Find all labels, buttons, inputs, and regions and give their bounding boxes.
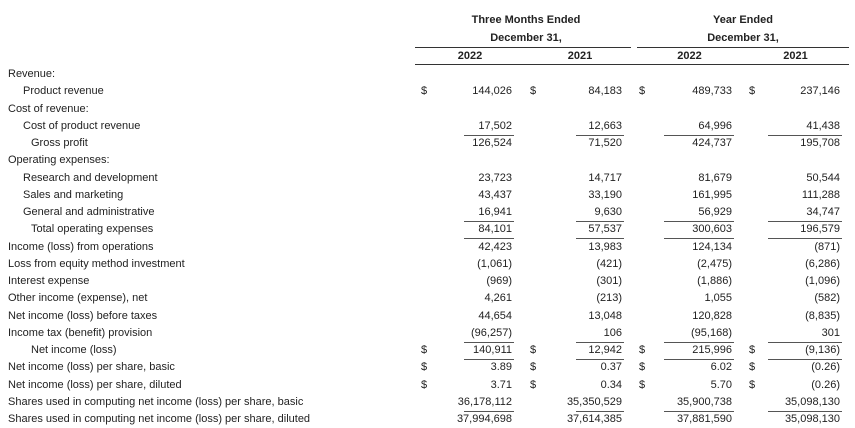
- cell-value: 12,942: [588, 344, 622, 356]
- group1-header-line2: December 31,: [490, 32, 562, 44]
- row-label: Income (loss) from operations: [8, 240, 154, 253]
- cell-value: (0.26): [811, 361, 840, 374]
- table-row: [0, 342, 855, 359]
- row-label: Net income (loss) per share, basic: [8, 361, 175, 374]
- cell-value: 106: [603, 326, 622, 339]
- dollar-sign: $: [749, 361, 756, 374]
- row-label: Gross profit: [31, 137, 88, 149]
- cell-value: (871): [814, 240, 840, 253]
- cell-value: (213): [596, 292, 622, 305]
- year-header-y-2021: 2021: [783, 50, 808, 62]
- cell-value: 16,941: [478, 206, 512, 218]
- year-header-q-2021: 2021: [567, 50, 593, 62]
- cell-value: (2,475): [697, 257, 732, 270]
- cell-value: 57,537: [588, 223, 622, 236]
- table-row: [0, 83, 855, 100]
- cell-value: (9,136): [805, 344, 840, 356]
- cell-value: 64,996: [698, 119, 732, 132]
- row-label: Total operating expenses: [31, 223, 154, 236]
- cell-value: 35,098,130: [784, 413, 840, 425]
- cell-value: 13,048: [588, 309, 622, 322]
- row-label: Product revenue: [23, 85, 104, 98]
- cell-value: (301): [596, 275, 622, 287]
- dollar-sign: $: [749, 85, 756, 98]
- table-row: [0, 239, 855, 256]
- cell-value: 0.37: [600, 361, 622, 374]
- dollar-sign: $: [749, 378, 756, 391]
- cell-value: 5.70: [710, 378, 732, 391]
- cell-value: 196,579: [800, 223, 840, 236]
- cell-value: 0.34: [600, 378, 622, 391]
- cell-value: 50,544: [806, 171, 840, 184]
- dollar-sign: $: [639, 361, 646, 374]
- row-label: Loss from equity method investment: [8, 257, 185, 270]
- cell-value: 23,723: [478, 171, 512, 184]
- cell-value: 161,995: [692, 188, 732, 201]
- cell-value: 81,679: [698, 171, 732, 184]
- row-label: Net income (loss) per share, diluted: [8, 378, 182, 391]
- cell-value: 34,747: [806, 206, 840, 218]
- cell-value: (1,096): [805, 275, 840, 287]
- cell-value: 12,663: [588, 119, 622, 132]
- group2-header-rule: [637, 47, 849, 48]
- cell-value: 111,288: [801, 188, 840, 201]
- cell-value: 42,423: [478, 240, 512, 253]
- cell-value: 44,654: [478, 309, 512, 322]
- table-row: [0, 308, 855, 325]
- cell-value: 33,190: [588, 188, 622, 201]
- row-label: Sales and marketing: [23, 188, 124, 201]
- cell-value: 144,026: [472, 85, 512, 98]
- cell-value: 14,717: [588, 171, 622, 184]
- cell-value: 4,261: [484, 292, 512, 305]
- row-label: Interest expense: [8, 275, 90, 287]
- cell-value: 35,350,529: [566, 395, 622, 408]
- cell-value: 140,911: [473, 344, 512, 356]
- cell-value: 56,929: [698, 206, 732, 218]
- cell-value: 36,178,112: [457, 395, 512, 408]
- table-row: [0, 377, 855, 394]
- dollar-sign: $: [421, 85, 428, 98]
- dollar-sign: $: [530, 85, 537, 98]
- cell-value: 3.71: [490, 378, 512, 391]
- table-row: [0, 187, 855, 204]
- year-header-rule: [415, 64, 849, 65]
- cell-value: 237,146: [800, 85, 840, 98]
- cell-value: 489,733: [692, 85, 732, 98]
- cell-value: 301: [821, 326, 840, 339]
- cell-value: (421): [596, 257, 622, 270]
- table-row: [0, 290, 855, 307]
- cell-value: 126,524: [472, 137, 512, 149]
- cell-value: 71,520: [588, 137, 622, 149]
- cell-value: 124,134: [692, 240, 732, 253]
- dollar-sign: $: [639, 344, 646, 356]
- row-label: General and administrative: [23, 206, 155, 218]
- year-header-q-2022: 2022: [457, 50, 483, 62]
- cell-value: 9,630: [594, 206, 622, 218]
- table-row: [0, 273, 855, 290]
- table-row: [0, 118, 855, 135]
- dollar-sign: $: [749, 344, 756, 356]
- cell-value: 35,098,130: [784, 395, 840, 408]
- table-row: [0, 411, 855, 428]
- dollar-sign: $: [421, 378, 428, 391]
- cell-value: 120,828: [692, 309, 732, 322]
- year-header-y-2022: 2022: [677, 50, 702, 62]
- table-row: [0, 256, 855, 273]
- cell-value: 6.02: [710, 361, 732, 374]
- dollar-sign: $: [530, 344, 537, 356]
- row-label: Operating expenses:: [8, 154, 110, 167]
- cell-value: (95,168): [691, 326, 732, 339]
- cell-value: 84,101: [478, 223, 512, 236]
- cell-value: 43,437: [478, 188, 512, 201]
- cell-value: 37,614,385: [566, 413, 622, 425]
- cell-value: (1,886): [697, 275, 732, 287]
- cell-value: (0.26): [811, 378, 840, 391]
- row-label: Income tax (benefit) provision: [8, 326, 153, 339]
- cell-value: 37,881,590: [676, 413, 732, 425]
- cell-value: 37,994,698: [456, 413, 512, 425]
- cell-value: 17,502: [478, 119, 512, 132]
- row-label: Net income (loss): [31, 344, 117, 356]
- row-label: Other income (expense), net: [8, 292, 148, 305]
- row-label: Cost of product revenue: [23, 119, 141, 132]
- row-label: Shares used in computing net income (loss) per share, basic: [8, 395, 304, 408]
- dollar-sign: $: [421, 361, 428, 374]
- table-row: [0, 170, 855, 187]
- cell-value: 3.89: [490, 361, 512, 374]
- cell-value: 35,900,738: [676, 395, 732, 408]
- cell-value: (96,257): [471, 326, 512, 339]
- table-row: [0, 221, 855, 238]
- cell-value: (1,061): [477, 257, 512, 270]
- cell-value: 424,737: [692, 137, 732, 149]
- row-label: Research and development: [23, 171, 158, 184]
- row-label: Shares used in computing net income (loss) per share, diluted: [8, 413, 311, 425]
- dollar-sign: $: [639, 85, 646, 98]
- table-row: [0, 152, 855, 169]
- table-row: [0, 359, 855, 376]
- dollar-sign: $: [530, 378, 537, 391]
- row-label: Cost of revenue:: [8, 102, 89, 115]
- dollar-sign: $: [530, 361, 537, 374]
- row-label: Revenue:: [8, 68, 56, 80]
- table-row: [0, 325, 855, 342]
- row-label: Net income (loss) before taxes: [8, 309, 158, 322]
- cell-value: 300,603: [692, 223, 732, 236]
- group2-header-line1: Year Ended: [713, 14, 773, 26]
- cell-value: 41,438: [806, 119, 840, 132]
- group1-header-line1: Three Months Ended: [471, 14, 581, 26]
- cell-value: (8,835): [805, 309, 840, 322]
- table-row: [0, 204, 855, 221]
- cell-value: 195,708: [800, 137, 840, 149]
- dollar-sign: $: [421, 344, 428, 356]
- group2-header-line2: December 31,: [707, 32, 779, 44]
- cell-value: 84,183: [588, 85, 622, 98]
- group1-header-rule: [415, 47, 631, 48]
- cell-value: (6,286): [805, 257, 840, 270]
- dollar-sign: $: [639, 378, 646, 391]
- table-row: [0, 101, 855, 118]
- cell-value: 13,983: [588, 240, 622, 253]
- cell-value: 215,996: [692, 344, 732, 356]
- table-row: [0, 135, 855, 152]
- table-row: [0, 394, 855, 411]
- table-row: [0, 66, 855, 83]
- cell-value: (582): [814, 292, 840, 305]
- cell-value: 1,055: [704, 292, 732, 305]
- cell-value: (969): [486, 275, 512, 287]
